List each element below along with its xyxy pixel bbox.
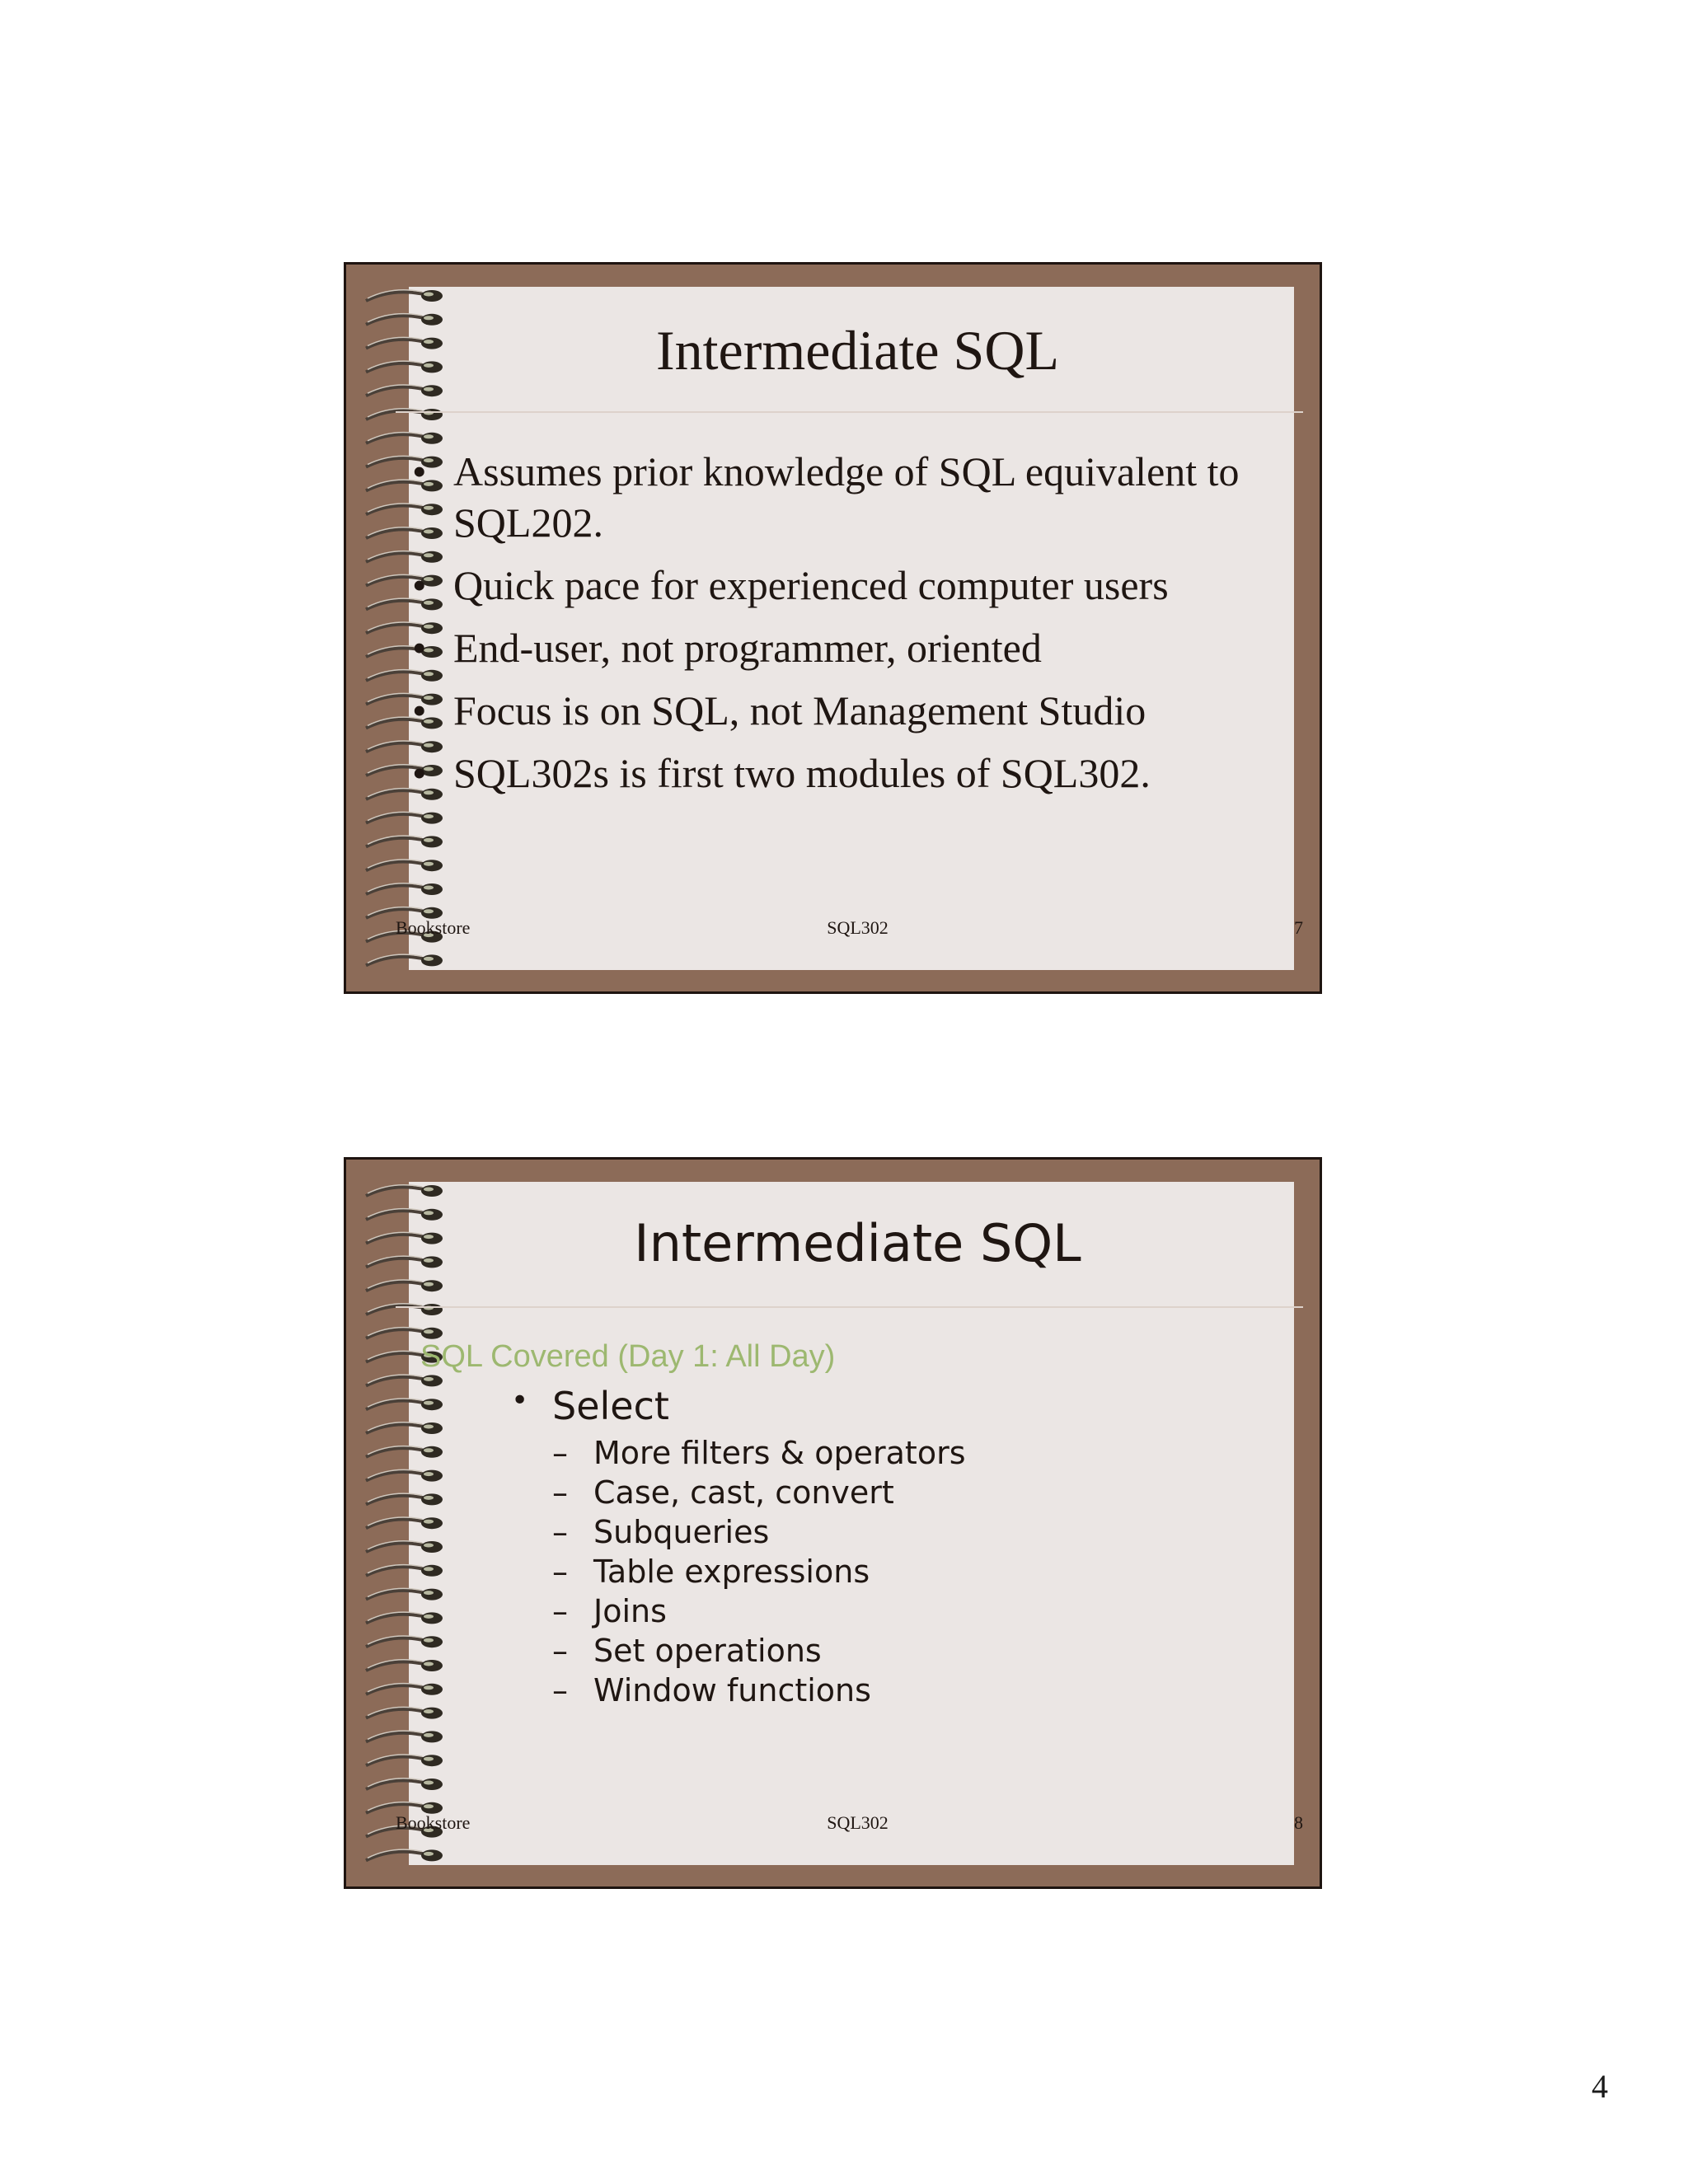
- subtopic-item: – Subqueries: [552, 1512, 966, 1552]
- slide-number: 7: [1294, 917, 1303, 938]
- subtopic-item: – Table expressions: [552, 1552, 966, 1591]
- bullet-item: • Focus is on SQL, not Management Studio: [412, 685, 1295, 736]
- slide-8: [344, 1157, 1322, 1889]
- slide-number: 8: [1294, 1812, 1303, 1833]
- subtopic-item: – Joins: [552, 1591, 966, 1631]
- bullet-item: • End-user, not programmer, oriented: [412, 622, 1295, 673]
- subtopic-item: – Case, cast, convert: [552, 1473, 966, 1512]
- bullet-item: • SQL302s is first two modules of SQL302.: [412, 748, 1295, 799]
- subtopic-item: – Window functions: [552, 1671, 966, 1710]
- topic-item: [511, 1384, 966, 1710]
- topic-list: [511, 1384, 966, 1710]
- spiral-binding-icon: [359, 1176, 458, 1868]
- footer-center: SQL302: [827, 1812, 889, 1833]
- page-number: 4: [1592, 2068, 1608, 2105]
- bullet-item: • Quick pace for experienced computer users: [412, 560, 1295, 611]
- bullet-list: [412, 446, 1295, 810]
- slide-subtitle: SQL Covered (Day 1: All Day): [420, 1339, 836, 1374]
- slide-7: [344, 262, 1322, 994]
- subtopic-item: – Set operations: [552, 1631, 966, 1671]
- title-divider: [396, 411, 1303, 413]
- slide-title: Intermediate SQL: [655, 319, 1060, 382]
- footer-left: Bookstore: [396, 917, 471, 938]
- footer-center: SQL302: [827, 917, 889, 938]
- subtopic-list: [552, 1433, 966, 1710]
- footer-left: Bookstore: [396, 1812, 471, 1833]
- bullet-item: • Assumes prior knowledge of SQL equivalent to SQL202.: [412, 446, 1295, 548]
- slide-title: Intermediate SQL: [634, 1213, 1081, 1273]
- subtopic-item: – More filters & operators: [552, 1433, 966, 1473]
- topic-label: Select: [552, 1384, 669, 1428]
- title-divider: [396, 1306, 1303, 1308]
